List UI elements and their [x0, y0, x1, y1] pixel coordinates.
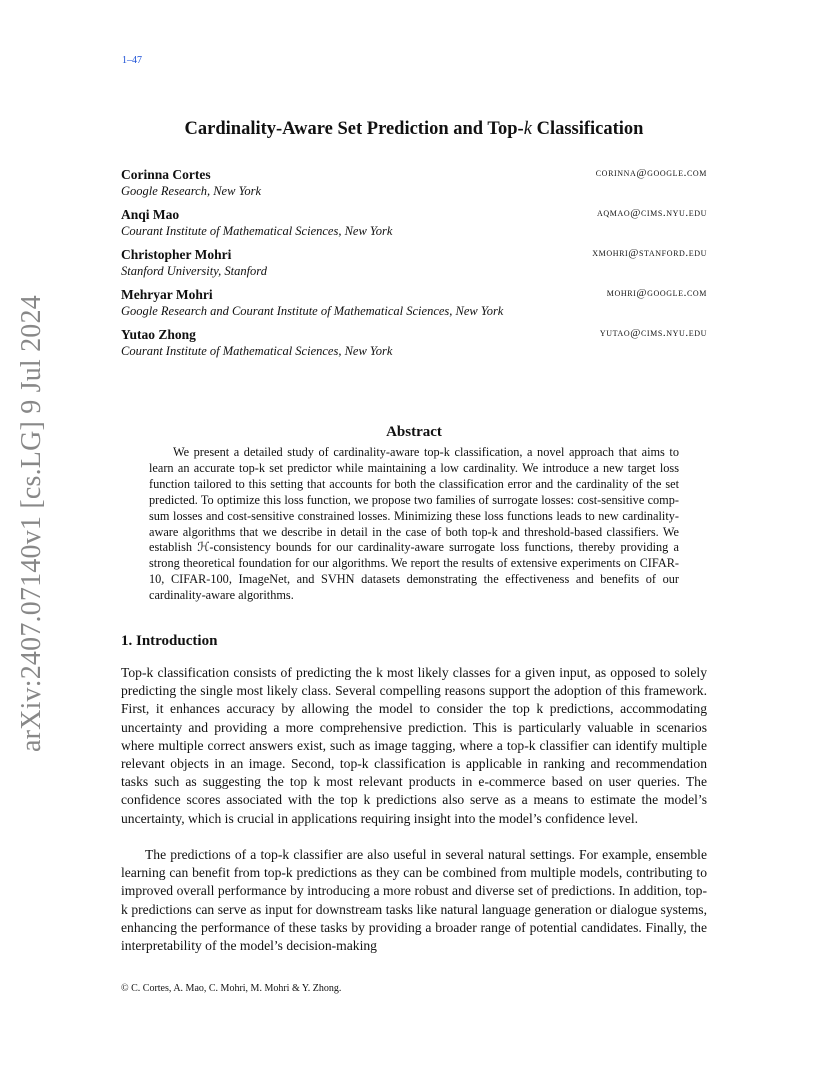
- author-name: Yutao Zhong: [121, 327, 196, 342]
- copyright-footer: © C. Cortes, A. Mao, C. Mohri, M. Mohri & Y. Zhong.: [121, 983, 342, 994]
- paper-title: [0, 119, 828, 140]
- author-name: Christopher Mohri: [121, 247, 232, 262]
- author-list: [121, 166, 707, 366]
- author-email[interactable]: aqmao@cims.nyu.edu: [597, 207, 707, 219]
- author-entry: [121, 326, 707, 366]
- author-entry: [121, 246, 707, 286]
- introduction-paragraph: Top-k classification consists of predicting the k most likely classes for a given input, as opposed to solely predicting the single most likely class. Several compelling reasons support the adoption of this framework. First, it enhances accuracy by allowing the model to consider the top k predictions, accommodating uncertainty and providing a more comprehensive prediction. This is particularly valuable in scenarios where multiple correct answers exist, such as image tagging, where a top-k classifier can identify multiple relevant objects in an image. Second, top-k classification is applicable in ranking and recommendation tasks such as suggesting the top k most relevant products in e-commerce based on user queries. The confidence scores associated with the top k predictions also serve as a means to estimate the model’s uncertainty, which is crucial in applications requiring insight into the model’s confidence level.: [121, 665, 707, 826]
- author-entry: [121, 166, 707, 206]
- author-name: Corinna Cortes: [121, 167, 211, 182]
- title-text-after: Classification: [531, 119, 644, 139]
- author-entry: [121, 286, 707, 326]
- section-heading-introduction: 1. Introduction: [121, 633, 218, 649]
- author-email[interactable]: yutao@cims.nyu.edu: [599, 327, 707, 339]
- author-name: Anqi Mao: [121, 207, 180, 222]
- author-name: Mehryar Mohri: [121, 287, 213, 302]
- page-number: 1–47: [122, 55, 142, 66]
- author-affiliation: Courant Institute of Mathematical Sciences, New York: [121, 344, 393, 358]
- title-text-before: Cardinality-Aware Set Prediction and Top-: [184, 119, 524, 139]
- author-affiliation: Google Research and Courant Institute of Mathematical Sciences, New York: [121, 304, 504, 318]
- author-email[interactable]: mohri@google.com: [606, 287, 707, 299]
- introduction-paragraph: The predictions of a top-k classifier are also useful in several natural settings. For example, ensemble learning can benefit from top-k predictions as they can be combined from multiple models, contributing to improved overall performance by introducing a more robust and diverse set of predictions. In addition, top-k predictions can serve as input for downstream tasks like natural language generation or dialogue systems, enhancing the performance of these tasks by providing a broader range of potential candidates. Finally, the interpretability of the model’s decision-making: [121, 847, 707, 954]
- abstract-text: We present a detailed study of cardinality-aware top-k classification, a novel approach that aims to learn an accurate top-k set predictor while maintaining a low cardinality. We introduce a new target loss function tailored to this setting that accounts for both the classification error and the cardinality of the set predicted. To optimize this loss function, we propose two families of surrogate losses: cost-sensitive comp-sum losses and cost-sensitive constrained losses. Minimizing these loss functions leads to new cardinality-aware algorithms that we describe in detail in the case of both top-k and threshold-based classifiers. We establish ℋ-consistency bounds for our cardinality-aware surrogate loss functions, thereby providing a strong theoretical foundation for our algorithms. We report the results of extensive experiments on CIFAR-10, CIFAR-100, ImageNet, and SVHN datasets demonstrating the effectiveness and benefits of our cardinality-aware algorithms.: [149, 445, 679, 603]
- arxiv-identifier-stamp: arXiv:2407.07140v1 [cs.LG] 9 Jul 2024: [16, 295, 47, 752]
- author-email[interactable]: xmohri@stanford.edu: [592, 247, 707, 259]
- author-affiliation: Courant Institute of Mathematical Sciences, New York: [121, 224, 393, 238]
- author-affiliation: Stanford University, Stanford: [121, 264, 267, 278]
- title-variable-k: k: [523, 119, 532, 139]
- author-entry: [121, 206, 707, 246]
- author-affiliation: Google Research, New York: [121, 184, 262, 198]
- author-email[interactable]: corinna@google.com: [595, 167, 707, 179]
- abstract-heading: Abstract: [386, 424, 442, 440]
